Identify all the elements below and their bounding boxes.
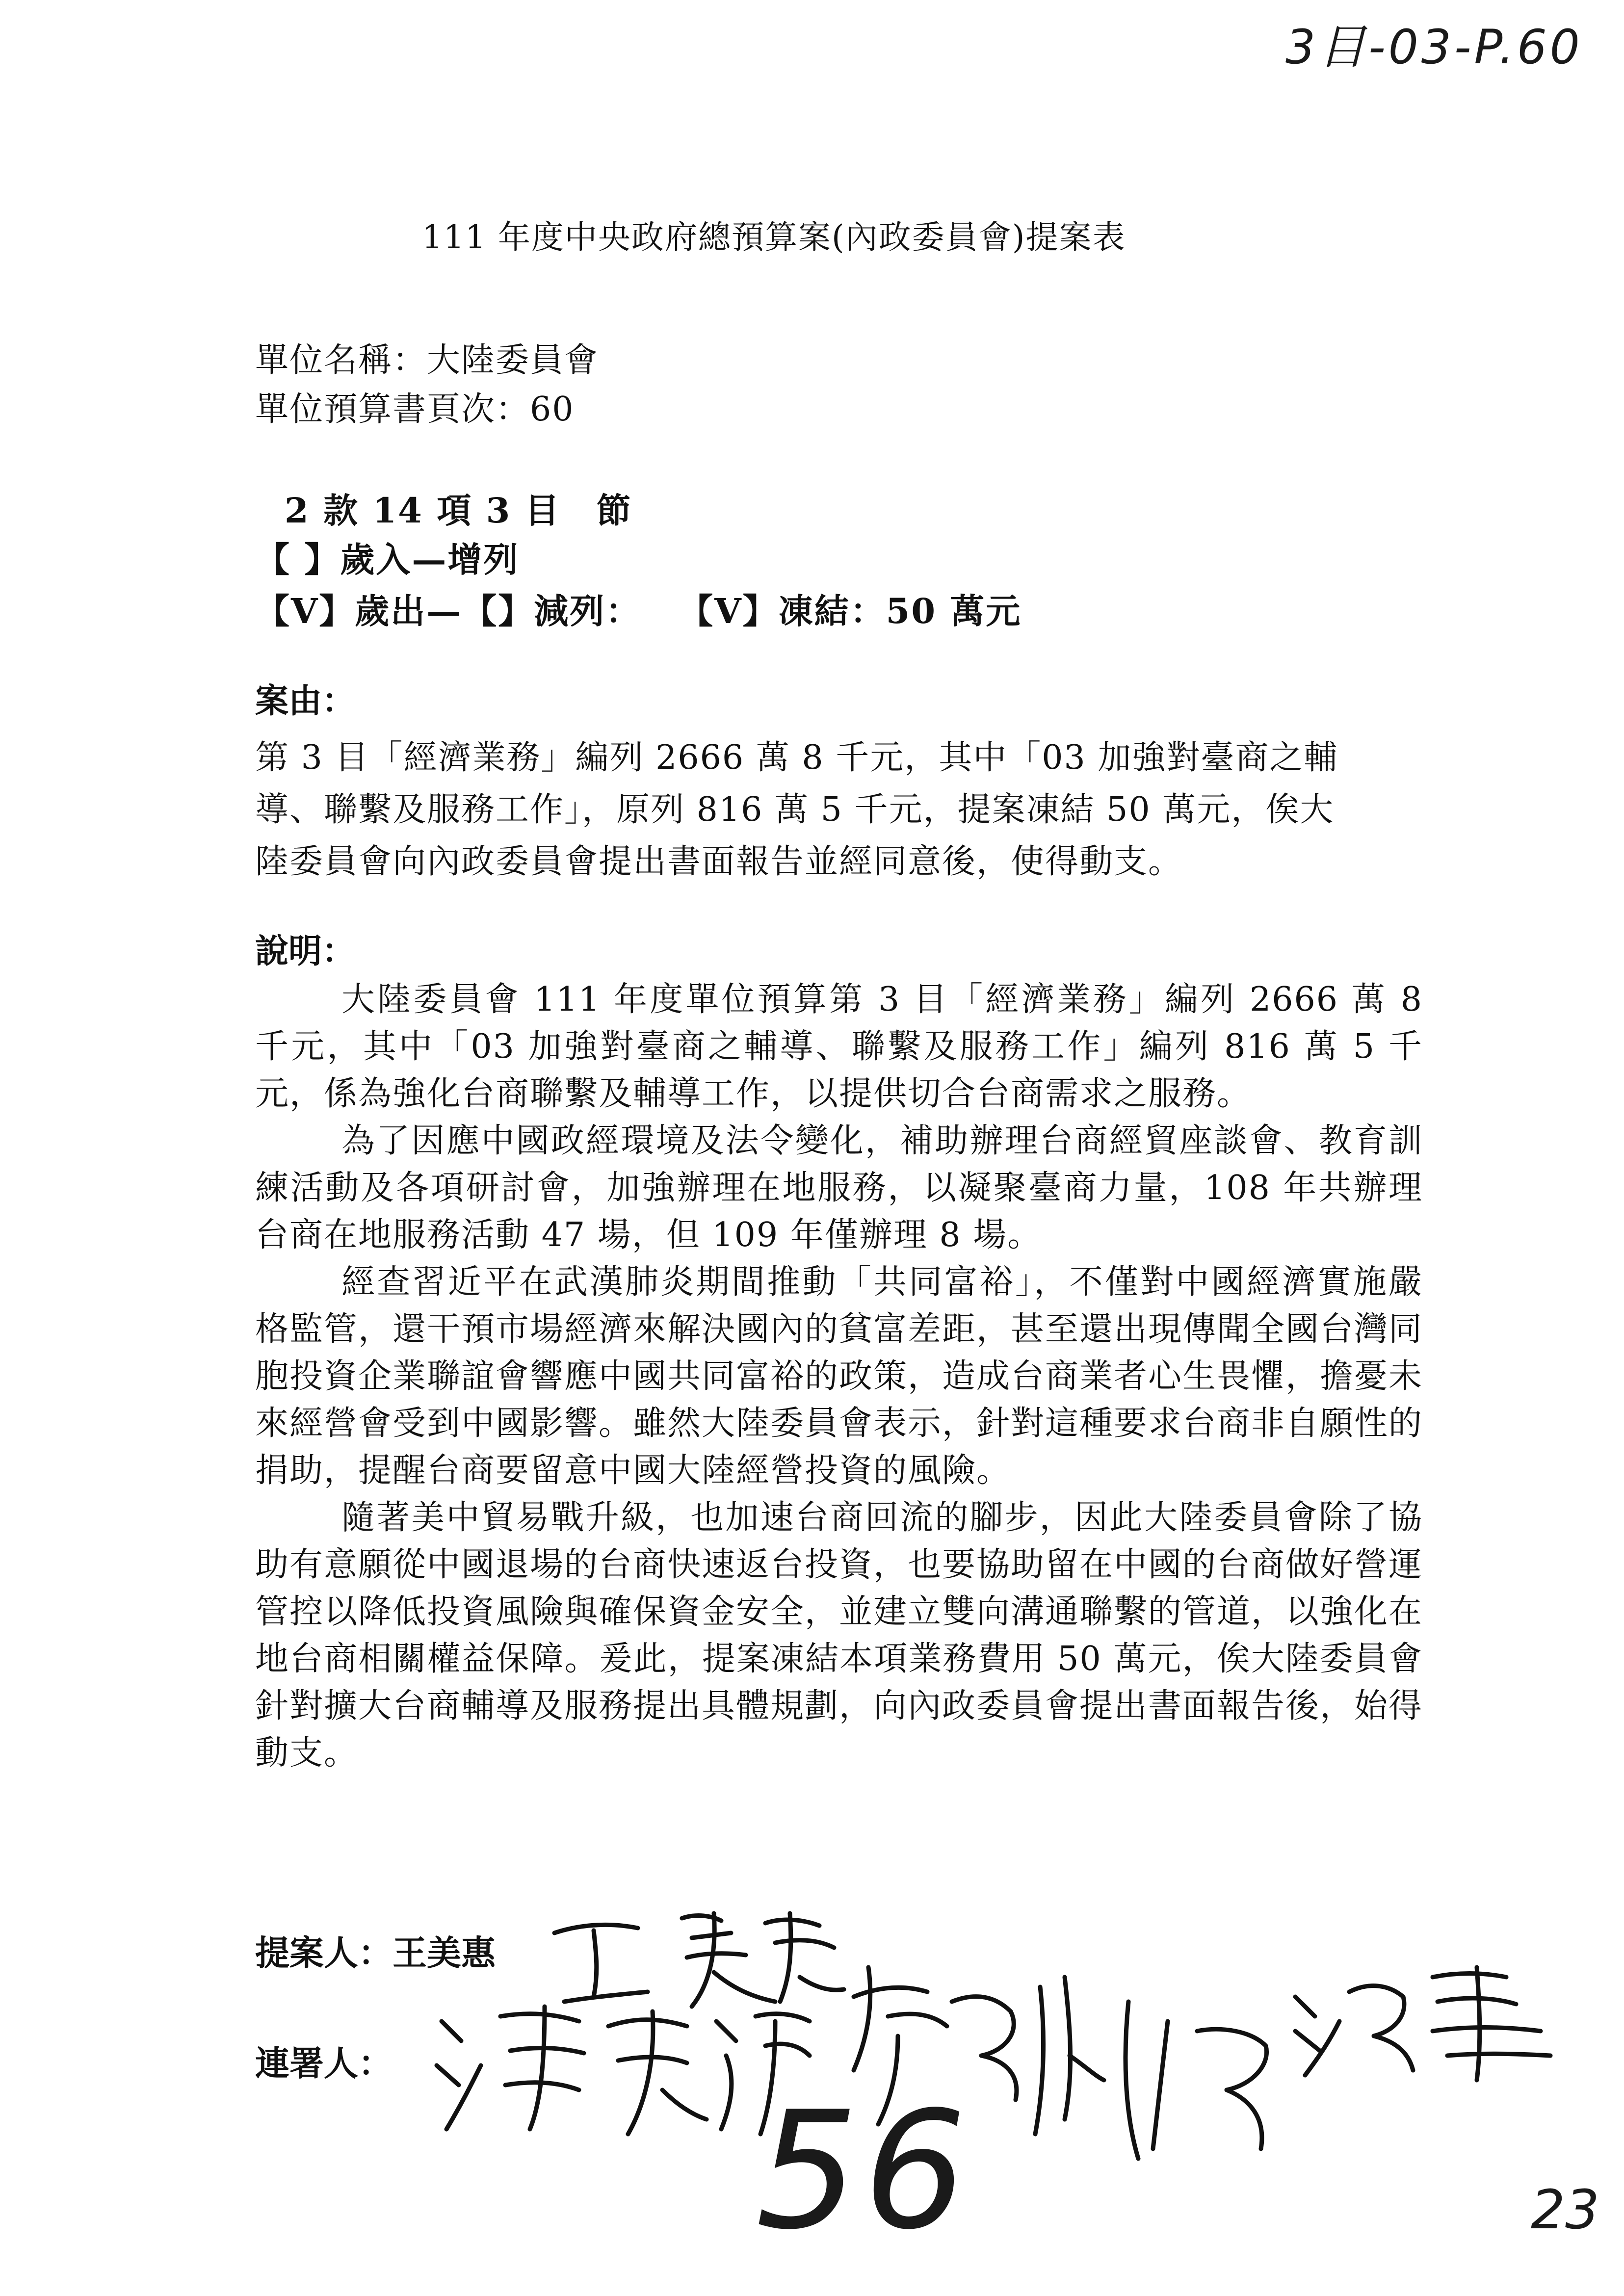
page-mark: 23 <box>1531 2178 1599 2241</box>
explanation-paragraph: 經查習近平在武漢肺炎期間推動「共同富裕」，不僅對中國經濟實施嚴格監管，還干預市場經濟來解決國內的貧富差距，甚至還出現傳聞全國台灣同胞投資企業聯誼會響應中國共同富裕的政策，造成台商業者心生畏懼，擔憂未來經營會受到中國影響。雖然大陸委員會表示，針對這種要求台商非自願性的捐助，提醒台商要留意中國大陸經營投資的風險。 <box>255 1263 1423 1490</box>
document-title: 111 年度中央政府總預算案(內政委員會)提案表 <box>422 218 1126 256</box>
handwritten-reference: 3目-03-P.60 <box>1285 20 1583 75</box>
unit-name: 單位名稱：大陸委員會 <box>255 341 599 380</box>
explanation-body <box>255 976 1423 1777</box>
case-heading: 案由： <box>255 681 356 721</box>
budget-section-line: 2 款 14 項 3 目 節 <box>285 490 632 531</box>
case-line: 導、聯繫及服務工作」，原列 816 萬 5 千元，提案凍結 50 萬元，俟大 <box>255 790 1335 829</box>
explanation-paragraph: 隨著美中貿易戰升級，也加速台商回流的腳步，因此大陸委員會除了協助有意願從中國退場的台商快速返台投資，也要協助留在中國的台商做好營運管控以降低投資風險與確保資金安全，並建立雙向溝通聯繫的管道，以強化在地台商相關權益保障。爰此，提案凍結本項業務費用 50 萬元，俟大陸委員會針對擴大台商輔導及服務提出具體規劃，向內政委員會提出書面報告後，始得動支。 <box>255 1498 1423 1773</box>
proposer-label: 提案人：王美惠 <box>255 1932 496 1973</box>
handwritten-number: 56 <box>756 2077 971 2265</box>
cosigner-signature-3 <box>1109 1992 1285 2168</box>
explanation-heading: 說明： <box>255 932 356 971</box>
expense-freeze-line: 【V】歲出—【】減列： 【V】凍結：50 萬元 <box>255 591 1022 631</box>
unit-budget-page: 單位預算書頁次：60 <box>255 390 575 429</box>
explanation-paragraph: 為了因應中國政經環境及法令變化，補助辦理台商經貿座談會、教育訓練活動及各項研討會，加強辦理在地服務，以凝聚臺商力量，108 年共辦理台商在地服務活動 47 場，但 109 年僅辦理 8 場。 <box>255 1122 1423 1254</box>
explanation-paragraph: 大陸委員會 111 年度單位預算第 3 目「經濟業務」編列 2666 萬 8 千元，其中「03 加強對臺商之輔導、聯繫及服務工作」編列 816 萬 5 千元，係為強化台商聯繫及輔導工作，以提供切合台商需求之服務。 <box>255 980 1423 1113</box>
revenue-increase-line: 【 】歲入—增列 <box>255 539 520 580</box>
cosigner-signature-4 <box>1285 1957 1560 2085</box>
case-line: 陸委員會向內政委員會提出書面報告並經同意後，使得動支。 <box>255 842 1183 881</box>
case-line: 第 3 目「經濟業務」編列 2666 萬 8 千元，其中「03 加強對臺商之輔 <box>255 738 1338 777</box>
cosigner-label: 連署人： <box>255 2043 393 2084</box>
